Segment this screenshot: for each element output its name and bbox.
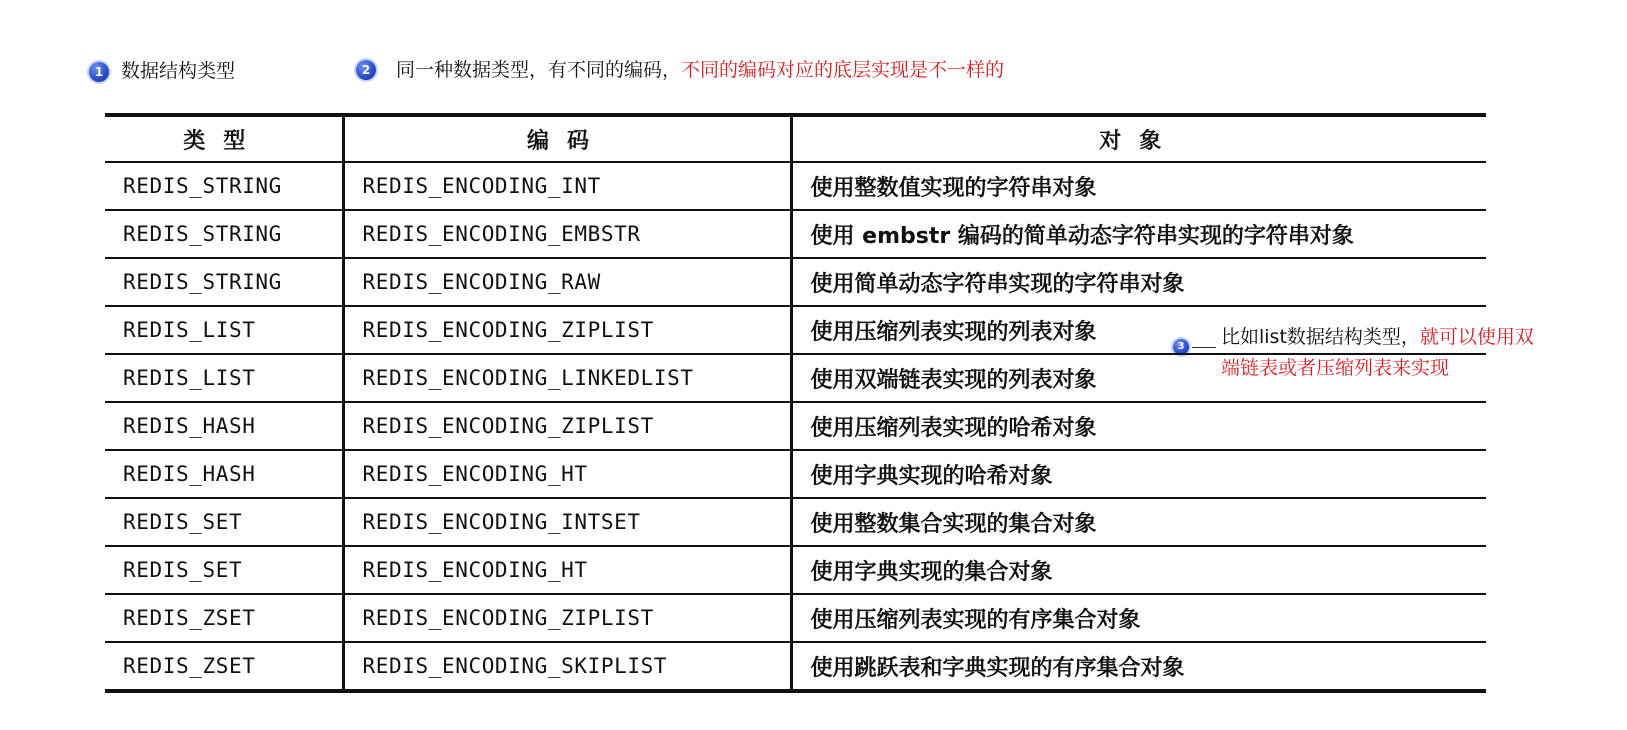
- table-row: [105, 642, 1486, 691]
- type-cell: REDIS_STRING: [105, 162, 343, 210]
- object-cell: 使用字典实现的哈希对象: [791, 450, 1486, 498]
- type-cell: REDIS_SET: [105, 546, 343, 594]
- annotation-3-text-black: 比如list数据结构类型，: [1221, 326, 1420, 348]
- header-encoding: 编码: [343, 115, 791, 162]
- redis-encoding-table: [105, 113, 1486, 693]
- annotation-3-text-red-2: 端链表或者压缩列表来实现: [1221, 357, 1450, 379]
- type-cell: REDIS_LIST: [105, 306, 343, 354]
- annotation-3-text-red-1: 就可以使用双: [1419, 326, 1534, 348]
- type-cell: REDIS_ZSET: [123, 654, 256, 678]
- table-row: [105, 498, 1486, 546]
- encoding-cell: REDIS_ENCODING_ZIPLIST: [343, 402, 791, 450]
- annotation-2-badge: 2: [356, 60, 376, 80]
- type-cell: REDIS_ZSET: [105, 594, 343, 642]
- type-cell: REDIS_STRING: [105, 258, 343, 306]
- type-cell: REDIS_HASH: [105, 450, 343, 498]
- table-header-row: [105, 115, 1486, 162]
- table-row: [105, 306, 1486, 354]
- encoding-cell: REDIS_ENCODING_INTSET: [343, 498, 791, 546]
- type-cell: REDIS_LIST: [105, 354, 343, 402]
- header-object: 对象: [791, 115, 1486, 162]
- object-cell: 使用整数集合实现的集合对象: [791, 498, 1486, 546]
- object-cell: 使用整数值实现的字符串对象: [791, 162, 1486, 210]
- encoding-cell: REDIS_ENCODING_RAW: [343, 258, 791, 306]
- encoding-cell: REDIS_ENCODING_HT: [343, 450, 791, 498]
- encoding-cell: REDIS_ENCODING_ZIPLIST: [343, 306, 791, 354]
- encoding-cell: REDIS_ENCODING_SKIPLIST: [343, 642, 791, 691]
- type-cell: REDIS_STRING: [105, 210, 343, 258]
- table-row: [105, 162, 1486, 210]
- object-cell: 使用压缩列表实现的哈希对象: [791, 402, 1486, 450]
- type-cell: REDIS_HASH: [105, 402, 343, 450]
- table-row: [105, 594, 1486, 642]
- table-row: [105, 354, 1486, 402]
- header-type: 类型: [105, 115, 343, 162]
- annotation-2-text-black: 同一种数据类型，有不同的编码，: [396, 59, 682, 81]
- table-row: [105, 210, 1486, 258]
- encoding-cell: REDIS_ENCODING_LINKEDLIST: [343, 354, 791, 402]
- object-cell: 使用跳跃表和字典实现的有序集合对象: [791, 642, 1486, 691]
- object-cell: 使用字典实现的集合对象: [791, 546, 1486, 594]
- encoding-cell: REDIS_ENCODING_HT: [343, 546, 791, 594]
- type-cell: REDIS_SET: [105, 498, 343, 546]
- annotation-1-badge: 1: [89, 62, 109, 82]
- object-cell: 使用 embstr 编码的简单动态字符串实现的字符串对象: [791, 210, 1486, 258]
- object-cell: 使用压缩列表实现的列表对象: [791, 306, 1486, 354]
- encoding-cell: REDIS_ENCODING_ZIPLIST: [343, 594, 791, 642]
- annotation-3-badge: 3: [1173, 339, 1189, 355]
- table-row: [105, 402, 1486, 450]
- annotation-2-text-red: 不同的编码对应的底层实现是不一样的: [681, 59, 1005, 81]
- annotation-1-text: 数据结构类型: [121, 60, 236, 82]
- encoding-cell: REDIS_ENCODING_INT: [343, 162, 791, 210]
- annotation-2-text: [396, 57, 1004, 83]
- table-row: [105, 546, 1486, 594]
- object-cell: 使用压缩列表实现的有序集合对象: [791, 594, 1486, 642]
- object-cell: 使用简单动态字符串实现的字符串对象: [791, 258, 1486, 306]
- table-row: [105, 450, 1486, 498]
- encoding-cell: REDIS_ENCODING_EMBSTR: [343, 210, 791, 258]
- table-row: [105, 258, 1486, 306]
- table-body: [105, 162, 1486, 691]
- object-cell: 使用双端链表实现的列表对象: [791, 354, 1486, 402]
